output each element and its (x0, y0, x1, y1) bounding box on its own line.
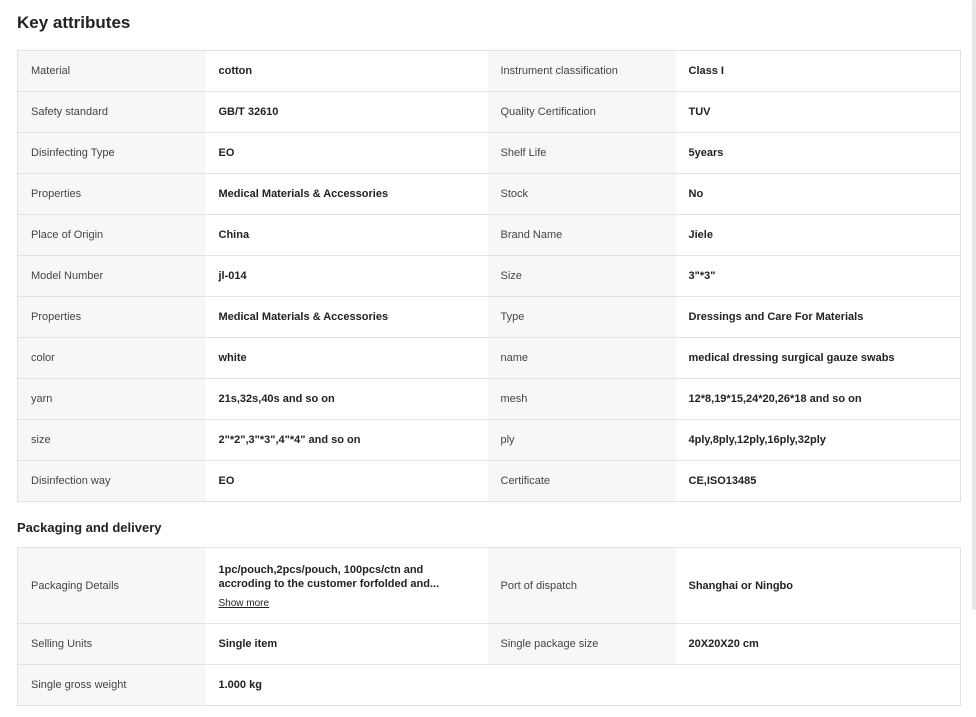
attribute-value: 3"*3" (676, 256, 961, 297)
table-row (18, 379, 961, 420)
package-size-value: 20X20X20 cm (676, 624, 961, 665)
table-row (18, 338, 961, 379)
table-row (18, 665, 961, 706)
attribute-value: Jiele (676, 215, 961, 256)
packaging-details-label: Packaging Details (18, 548, 206, 624)
page-scrollbar[interactable] (972, 0, 976, 610)
selling-units-value: Single item (206, 624, 488, 665)
attribute-value: GB/T 32610 (206, 92, 488, 133)
table-row (18, 133, 961, 174)
packaging-delivery-title: Packaging and delivery (17, 520, 162, 535)
attribute-value: 12*8,19*15,24*20,26*18 and so on (676, 379, 961, 420)
attribute-value: China (206, 215, 488, 256)
packaging-delivery-table (17, 547, 961, 706)
attribute-label: Shelf Life (488, 133, 676, 174)
key-attributes-title: Key attributes (17, 13, 131, 32)
attribute-value: medical dressing surgical gauze swabs (676, 338, 961, 379)
attribute-label: yarn (18, 379, 206, 420)
attribute-label: Type (488, 297, 676, 338)
attribute-value: Medical Materials & Accessories (206, 174, 488, 215)
attribute-value: Medical Materials & Accessories (206, 297, 488, 338)
attribute-label: Brand Name (488, 215, 676, 256)
show-more-link[interactable]: Show more (218, 597, 270, 609)
attribute-label: Quality Certification (488, 92, 676, 133)
table-row (18, 51, 961, 92)
table-row (18, 174, 961, 215)
attribute-label: Size (488, 256, 676, 297)
table-row (18, 215, 961, 256)
attribute-value: EO (206, 133, 488, 174)
attribute-value: 4ply,8ply,12ply,16ply,32ply (676, 420, 961, 461)
table-row (18, 624, 961, 665)
attribute-label: Disinfection way (18, 461, 206, 502)
attribute-value: Class I (676, 51, 961, 92)
attribute-value: jl-014 (206, 256, 488, 297)
port-of-dispatch-label: Port of dispatch (488, 548, 676, 624)
attribute-label: Properties (18, 297, 206, 338)
port-of-dispatch-value: Shanghai or Ningbo (676, 548, 961, 624)
gross-weight-label: Single gross weight (18, 665, 206, 706)
attribute-label: color (18, 338, 206, 379)
table-row (18, 420, 961, 461)
attribute-value: white (206, 338, 488, 379)
attribute-label: Stock (488, 174, 676, 215)
attribute-value: 5years (676, 133, 961, 174)
attribute-label: Place of Origin (18, 215, 206, 256)
attribute-label: mesh (488, 379, 676, 420)
table-row (18, 548, 961, 624)
table-row (18, 92, 961, 133)
attribute-label: Model Number (18, 256, 206, 297)
packaging-details-cell (206, 548, 488, 624)
attribute-value: EO (206, 461, 488, 502)
attribute-value: 2"*2",3"*3",4"*4" and so on (206, 420, 488, 461)
attribute-label: Safety standard (18, 92, 206, 133)
attribute-label: ply (488, 420, 676, 461)
table-row (18, 297, 961, 338)
empty-cell (676, 665, 961, 706)
key-attributes-table (17, 50, 961, 502)
attribute-value: cotton (206, 51, 488, 92)
attribute-value: CE,ISO13485 (676, 461, 961, 502)
attribute-value: 21s,32s,40s and so on (206, 379, 488, 420)
empty-cell (488, 665, 676, 706)
table-row (18, 461, 961, 502)
attribute-label: Instrument classification (488, 51, 676, 92)
attribute-value: Dressings and Care For Materials (676, 297, 961, 338)
attribute-value: TUV (676, 92, 961, 133)
attribute-value: No (676, 174, 961, 215)
attribute-label: size (18, 420, 206, 461)
attribute-label: Properties (18, 174, 206, 215)
table-row (18, 256, 961, 297)
attribute-label: Material (18, 51, 206, 92)
package-size-label: Single package size (488, 624, 676, 665)
attribute-label: Certificate (488, 461, 676, 502)
attribute-label: Disinfecting Type (18, 133, 206, 174)
gross-weight-value: 1.000 kg (206, 665, 488, 706)
packaging-details-value: 1pc/pouch,2pcs/pouch, 100pcs/ctn and accroding to the customer forfolded and... (218, 563, 440, 590)
attribute-label: name (488, 338, 676, 379)
selling-units-label: Selling Units (18, 624, 206, 665)
